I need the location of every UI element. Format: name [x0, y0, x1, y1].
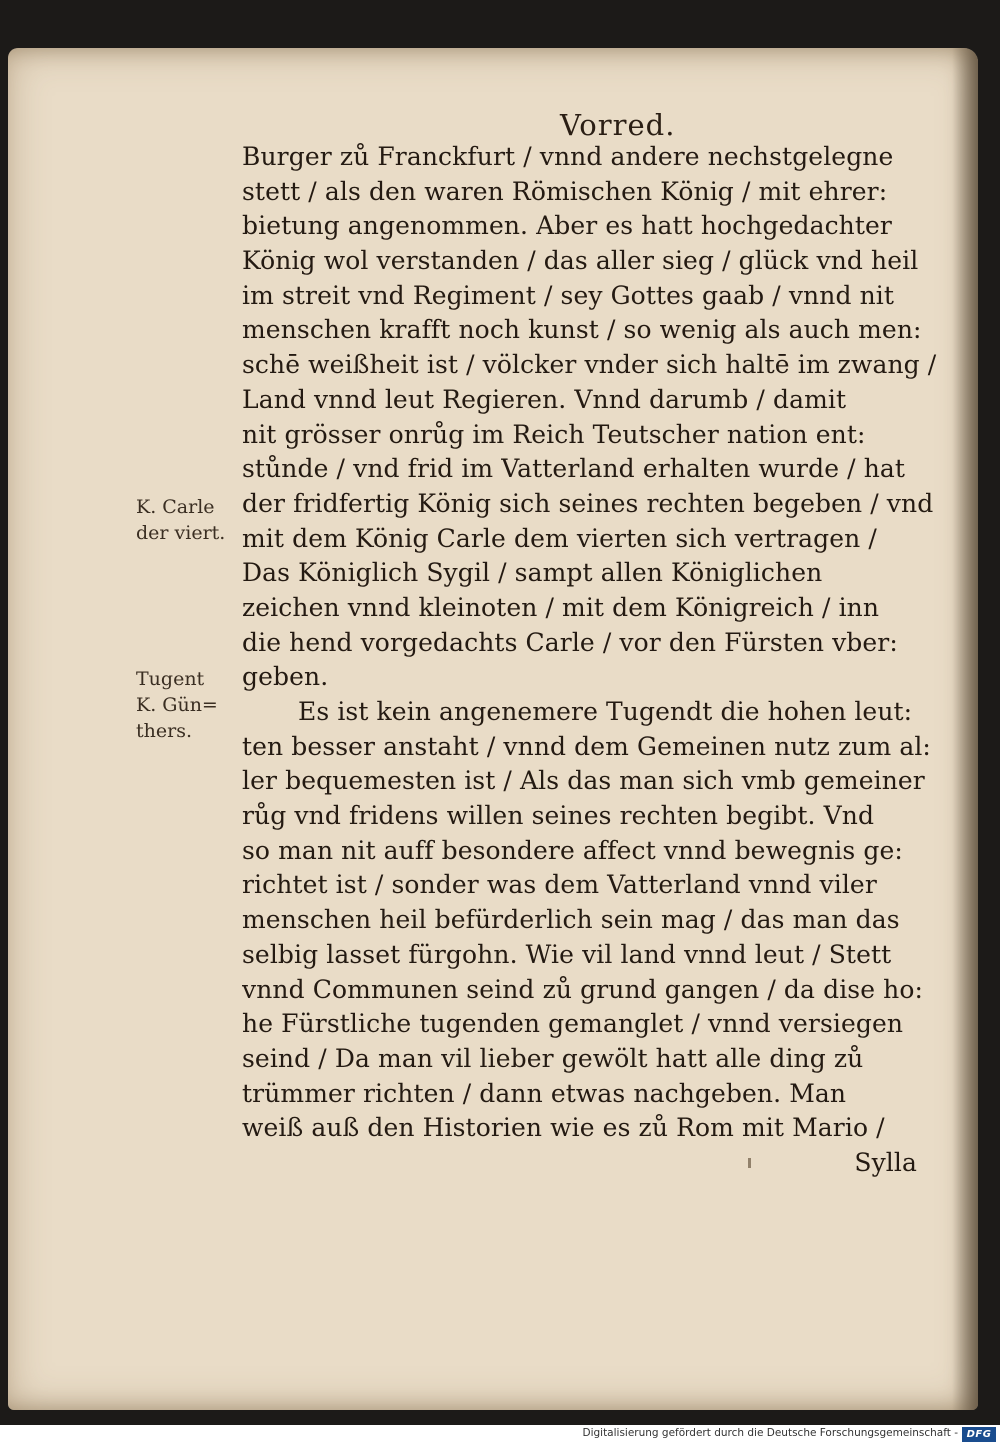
marginal-note-tugent: [136, 666, 242, 744]
marginal-note-carle: [136, 494, 242, 546]
body-text: [242, 140, 957, 1181]
text-line: der fridfertig König sich seines rechten begeben / vnd: [242, 488, 934, 518]
marginal-line: Tugent: [136, 668, 205, 690]
text-line: menschen heil befürderlich sein mag / das man das: [242, 905, 900, 935]
text-line: ler bequemesten ist / Als das man sich vmb gemeiner: [242, 766, 925, 796]
text-line: stůnde / vnd frid im Vatterland erhalten wurde / hat: [242, 454, 906, 484]
dfg-logo: DFG: [962, 1427, 996, 1442]
text-line: im streit vnd Regiment / sey Gottes gaab / vnnd nit: [242, 280, 895, 310]
text-line: nit grösser onrůg im Reich Teutscher nation ent:: [242, 419, 866, 449]
text-line: weiß auß den Historien wie es zů Rom mit Mario /: [242, 1113, 885, 1143]
text-line: Es ist kein angenemere Tugendt die hohen leut:: [298, 697, 913, 726]
text-line: die hend vorgedachts Carle / vor den Fürsten vber:: [242, 627, 898, 657]
text-line: stett / als den waren Römischen König / mit ehrer:: [242, 176, 888, 206]
text-line: menschen krafft noch kunst / so wenig als auch men:: [242, 315, 922, 345]
text-line: he Fürstliche tugenden gemanglet / vnnd versiegen: [242, 1009, 904, 1039]
text-line: Burger zů Franckfurt / vnnd andere nechstgelegne: [242, 142, 894, 171]
text-line: mit dem König Carle dem vierten sich vertragen /: [242, 523, 877, 553]
text-line: König wol verstanden / das aller sieg / glück vnd heil: [242, 246, 919, 276]
marginal-line: K. Carle: [136, 496, 215, 518]
text-line: selbig lasset fürgohn. Wie vil land vnnd leut / Stett: [242, 939, 892, 969]
text-line: seind / Da man vil lieber gewölt hatt alle ding zů: [242, 1043, 864, 1073]
text-line: ten besser anstaht / vnnd dem Gemeinen nutz zum al:: [242, 731, 931, 761]
marginal-line: der viert.: [136, 522, 226, 544]
text-line: so man nit auff besondere affect vnnd bewegnis ge:: [242, 835, 903, 865]
text-line: bietung angenommen. Aber es hatt hochgedachter: [242, 211, 892, 241]
text-line: schē weißheit ist / völcker vnder sich haltē im zwang /: [242, 350, 937, 380]
digitization-footer: [0, 1425, 1000, 1446]
text-line: zeichen vnnd kleinoten / mit dem Königreich / inn: [242, 592, 880, 622]
text-line: Land vnnd leut Regieren. Vnnd darumb / damit: [242, 384, 847, 414]
catchword: Sylla: [854, 1147, 917, 1177]
text-line: Das Königlich Sygil / sampt allen Königlichen: [242, 558, 823, 588]
text-line: richtet ist / sonder was dem Vatterland vnnd viler: [242, 870, 877, 900]
text-line: geben.: [242, 662, 329, 692]
ink-speck: [748, 1158, 751, 1168]
text-line: vnnd Communen seind zů grund gangen / da dise ho:: [242, 974, 924, 1004]
marginal-line: thers.: [136, 720, 192, 742]
text-line: trümmer richten / dann etwas nachgeben. Man: [242, 1078, 847, 1108]
footer-credit: Digitalisierung gefördert durch die Deutsche Forschungsgemeinschaft -: [582, 1427, 958, 1439]
text-line: růg vnd fridens willen seines rechten begibt. Vnd: [242, 801, 875, 831]
book-page: [8, 48, 978, 1410]
running-head: Vorred.: [560, 108, 676, 142]
marginal-line: K. Gün=: [136, 694, 218, 716]
